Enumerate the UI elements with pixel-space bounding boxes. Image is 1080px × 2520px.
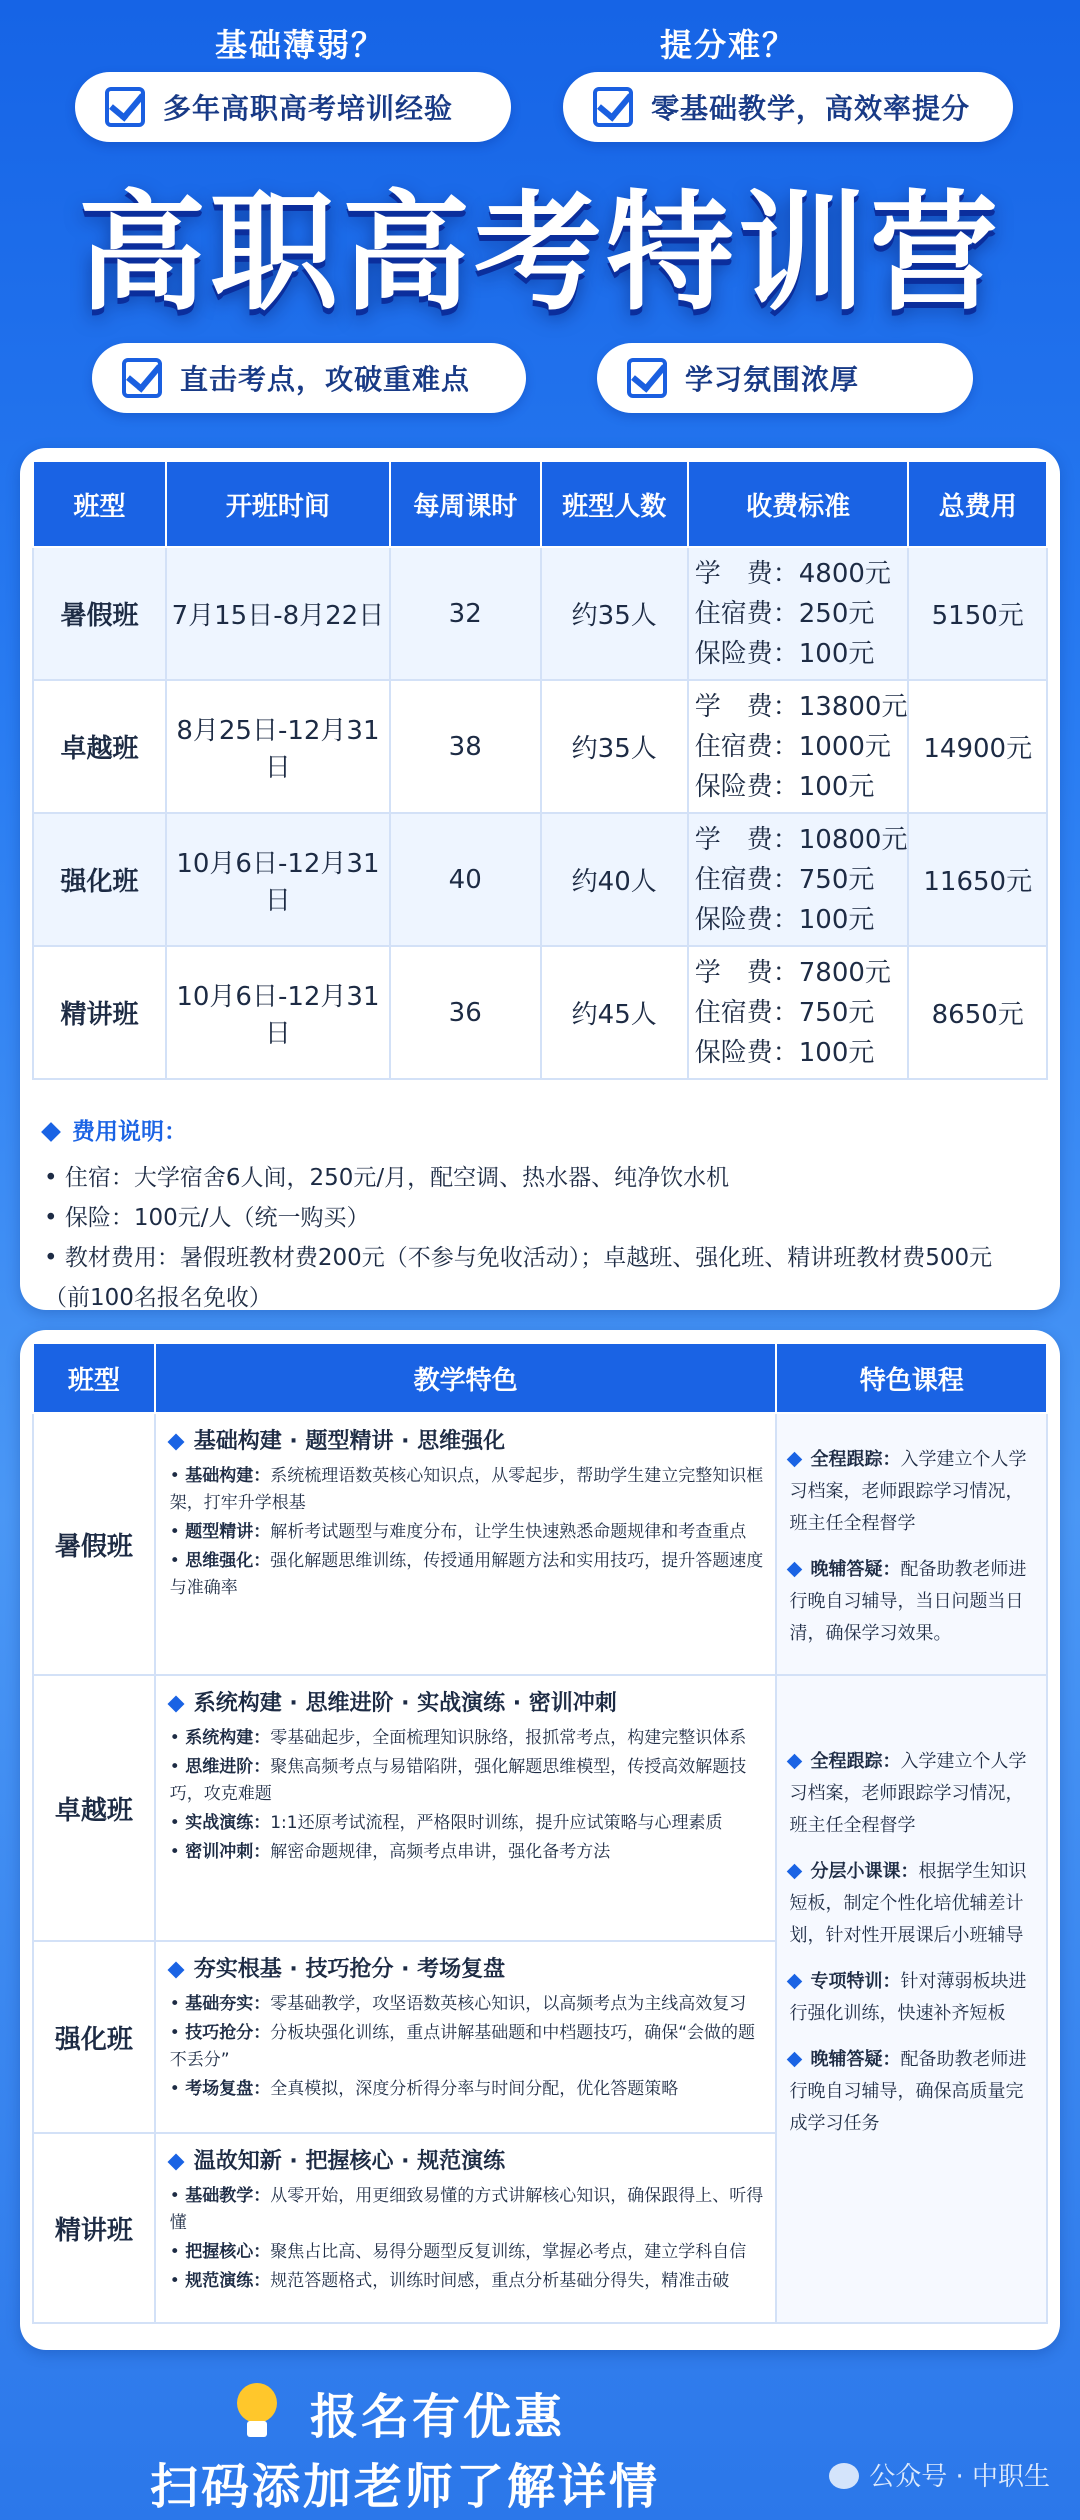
feature-value: 系统梳理语数英核心知识点，从零起步，帮助学生建立完整知识框架，打牢升学根基	[169, 1466, 764, 1513]
table-row	[33, 1413, 1047, 1675]
feature-cell	[155, 2133, 777, 2323]
feature-heading	[170, 1686, 766, 1717]
feature-item: • 考场复盘：全真模拟，深度分析得分率与时间分配，优化答题策略	[169, 2079, 679, 2099]
class-size: 约35人	[541, 680, 688, 813]
class-time: 10月6日-12月31日	[166, 946, 390, 1079]
course-value: 针对薄弱板块进行强化训练，快速补齐短板	[789, 1971, 1027, 2024]
fee-line: 保险费：100元	[694, 904, 875, 935]
cta-line: 扫码添加老师了解详情	[150, 2459, 661, 2515]
diamond-icon	[167, 1434, 184, 1451]
feature-item: • 思维进阶：聚焦高频考点与易错陷阱，强化解题思维模型，传授高效解题技巧，攻克难题	[169, 1757, 747, 1804]
table-row	[33, 813, 1047, 946]
feature-key: 密训冲刺：	[185, 1842, 271, 1862]
feature-cell	[155, 1675, 777, 1941]
feature-value: 聚焦高频考点与易错陷阱，强化解题思维模型，传授高效解题技巧，攻克难题	[169, 1757, 747, 1804]
course-key: 专项特训：	[810, 1971, 901, 1992]
course-item	[789, 1746, 1034, 1842]
header-special-courses: 特色课程	[776, 1343, 1047, 1413]
feature-item: • 基础夯实：零基础教学，攻坚语数英核心知识，以高频考点为主线高效复习	[169, 1994, 747, 2014]
course-value: 入学建立个人学习档案，老师跟踪学习情况，班主任全程督学	[789, 1751, 1027, 1836]
wechat-icon	[829, 2463, 859, 2489]
feature-value: 零基础起步，全面梳理知识脉络，报抓常考点，构建完整识体系	[270, 1728, 747, 1748]
course-value: 配备助教老师进行晚自习辅导，确保高质量完成学习任务	[789, 2049, 1027, 2134]
feature-heading	[170, 1424, 766, 1455]
fee-note: • 教材费用：暑假班教材费200元（不参与免收活动）；卓越班、强化班、精讲班教材费500元	[44, 1245, 993, 1271]
feature-item: • 基础构建：系统梳理语数英核心知识点，从零起步，帮助学生建立完整知识框架，打牢升学根基	[169, 1466, 764, 1513]
question-right: 提分难？	[660, 26, 797, 64]
diamond-icon	[787, 1864, 803, 1880]
main-title: 高职高考特训营	[77, 179, 1002, 328]
class-hours: 32	[390, 547, 541, 680]
watermark	[829, 2456, 1050, 2493]
course-value: 入学建立个人学习档案，老师跟踪学习情况，班主任全程督学	[789, 1449, 1027, 1534]
class-time: 8月25日-12月31日	[166, 680, 390, 813]
schedule-card	[20, 448, 1060, 1310]
fee-note: • 住宿：大学宿舍6人间，250元/月，配空调、热水器、纯净饮水机	[44, 1165, 730, 1191]
table-row	[33, 1675, 1047, 1941]
schedule-header-row	[33, 461, 1047, 547]
feature-value: 分板块强化训练，重点讲解基础题和中档题技巧，确保“会做的题不丢分”	[169, 2023, 756, 2070]
class-size: 约40人	[541, 813, 688, 946]
table-row	[33, 680, 1047, 813]
class-size: 约35人	[541, 547, 688, 680]
selling-point-text: 直击考点，攻破重难点	[180, 363, 471, 396]
class-fees	[688, 547, 909, 680]
feature-heading-text: 系统构建 · 思维进阶 · 实战演练 · 密训冲刺	[193, 1691, 617, 1716]
feature-key: 思维强化：	[185, 1551, 271, 1571]
fee-notes-title: 费用说明：	[72, 1119, 187, 1145]
feature-item: • 技巧抢分：分板块强化训练，重点讲解基础题和中档题技巧，确保“会做的题不丢分”	[169, 2023, 756, 2070]
course-cell	[776, 1413, 1047, 1675]
feature-item: • 实战演练：1:1还原考试流程，严格限时训练，提升应试策略与心理素质	[169, 1813, 723, 1833]
class-hours: 38	[390, 680, 541, 813]
diamond-icon	[41, 1122, 61, 1142]
watermark-text: 公众号 · 中职生	[869, 2462, 1050, 2492]
feature-item: • 密训冲刺：解密命题规律，高频考点串讲，强化备考方法	[169, 1842, 611, 1862]
feature-item: • 规范演练：规范答题格式，训练时间感，重点分析基础分得失，精准击破	[169, 2271, 730, 2291]
feature-key: 实战演练：	[185, 1813, 271, 1833]
class-name: 暑假班	[33, 547, 166, 680]
header-start-time: 开班时间	[166, 461, 390, 547]
header-class-size: 班型人数	[541, 461, 688, 547]
selling-point-pill	[92, 343, 526, 413]
diamond-icon	[787, 1754, 803, 1770]
fee-notes	[44, 1113, 1044, 1318]
feature-key: 考场复盘：	[185, 2079, 271, 2099]
feature-key: 题型精讲：	[185, 1522, 271, 1542]
selling-point-text: 零基础教学，高效率提分	[651, 92, 971, 125]
class-fees	[688, 680, 909, 813]
class-size: 约45人	[541, 946, 688, 1079]
checkbox-icon	[627, 358, 667, 398]
promo-line: 报名有优惠	[310, 2389, 566, 2445]
diamond-icon	[167, 2154, 184, 2171]
checkbox-icon	[105, 87, 145, 127]
fee-line: 住宿费：750元	[694, 864, 875, 895]
diamond-icon	[787, 1562, 803, 1578]
feature-item: • 把握核心：聚焦占比高、易得分题型反复训练，掌握必考点，建立学科自信	[169, 2242, 747, 2262]
class-time: 7月15日-8月22日	[166, 547, 390, 680]
table-row	[33, 946, 1047, 1079]
selling-point-text: 多年高职高考培训经验	[163, 92, 454, 125]
course-item	[789, 1444, 1034, 1540]
course-item	[789, 1856, 1034, 1952]
class-hours: 40	[390, 813, 541, 946]
class-name: 精讲班	[33, 946, 166, 1079]
checkbox-icon	[122, 358, 162, 398]
feature-value: 解析考试题型与难度分布，让学生快速熟悉命题规律和考查重点	[270, 1522, 747, 1542]
fee-notes-heading	[44, 1113, 1044, 1146]
lightbulb-icon	[232, 2375, 282, 2445]
features-header-row	[33, 1343, 1047, 1413]
course-item	[789, 1966, 1034, 2030]
fee-line: 学 费：4800元	[694, 558, 891, 589]
course-key: 分层小课课：	[810, 1861, 919, 1882]
course-value: 配备助教老师进行晚自习辅导，当日问题当日清，确保学习效果。	[789, 1559, 1027, 1644]
feature-key: 基础构建：	[185, 1466, 271, 1486]
course-cell	[776, 1675, 1047, 2323]
diamond-icon	[167, 1962, 184, 1979]
feature-item: • 系统构建：零基础起步，全面梳理知识脉络，报抓常考点，构建完整识体系	[169, 1728, 747, 1748]
fee-line: 学 费：7800元	[694, 957, 891, 988]
feature-key: 思维进阶：	[185, 1757, 271, 1777]
class-name: 暑假班	[33, 1413, 155, 1675]
feature-value: 从零开始，用更细致易懂的方式讲解核心知识，确保跟得上、听得懂	[169, 2186, 764, 2233]
class-fees	[688, 813, 909, 946]
feature-value: 全真模拟，深度分析得分率与时间分配，优化答题策略	[270, 2079, 679, 2099]
class-name: 卓越班	[33, 680, 166, 813]
feature-cell	[155, 1413, 777, 1675]
fee-line: 住宿费：750元	[694, 997, 875, 1028]
feature-cell	[155, 1941, 777, 2133]
course-key: 晚辅答疑：	[810, 1559, 901, 1580]
course-key: 全程跟踪：	[810, 1449, 901, 1470]
feature-value: 解密命题规律，高频考点串讲，强化备考方法	[270, 1842, 611, 1862]
header-weekly-hours: 每周课时	[390, 461, 541, 547]
question-left: 基础薄弱？	[215, 26, 386, 64]
class-name: 卓越班	[33, 1675, 155, 1941]
feature-key: 基础夯实：	[185, 1994, 271, 2014]
feature-value: 强化解题思维训练，传授通用解题方法和实用技巧，提升答题速度与准确率	[169, 1551, 764, 1598]
header-fee-standard: 收费标准	[688, 461, 909, 547]
class-total: 5150元	[908, 547, 1047, 680]
fee-line: 学 费：13800元	[694, 691, 908, 722]
class-total: 14900元	[908, 680, 1047, 813]
feature-value: 零基础教学，攻坚语数英核心知识，以高频考点为主线高效复习	[270, 1994, 747, 2014]
header-class: 班型	[33, 461, 166, 547]
features-card	[20, 1330, 1060, 2350]
selling-point-pill	[75, 72, 511, 142]
course-value: 根据学生知识短板，制定个性化培优辅差计划，针对性开展课后小班辅导	[789, 1861, 1027, 1946]
schedule-table	[32, 460, 1048, 1080]
diamond-icon	[787, 1452, 803, 1468]
feature-key: 规范演练：	[185, 2271, 271, 2291]
checkbox-icon	[593, 87, 633, 127]
diamond-icon	[167, 1696, 184, 1713]
feature-item: • 思维强化：强化解题思维训练，传授通用解题方法和实用技巧，提升答题速度与准确率	[169, 1551, 764, 1598]
feature-heading-text: 温故知新 · 把握核心 · 规范演练	[193, 2149, 506, 2174]
hero-banner	[0, 0, 1080, 440]
selling-point-pill	[597, 343, 973, 413]
fee-line: 保险费：100元	[694, 638, 875, 669]
fee-line: 保险费：100元	[694, 771, 875, 802]
feature-value: 规范答题格式，训练时间感，重点分析基础分得失，精准击破	[270, 2271, 730, 2291]
class-total: 11650元	[908, 813, 1047, 946]
fee-line: 住宿费：1000元	[694, 731, 891, 762]
table-row	[33, 547, 1047, 680]
feature-heading	[170, 1952, 766, 1983]
feature-key: 系统构建：	[185, 1728, 271, 1748]
diamond-icon	[787, 1974, 803, 1990]
header-teaching-features: 教学特色	[155, 1343, 777, 1413]
footer-banner	[0, 2360, 1080, 2520]
fee-line: 学 费：10800元	[694, 824, 908, 855]
feature-value: 1:1还原考试流程，严格限时训练，提升应试策略与心理素质	[270, 1813, 723, 1833]
class-hours: 36	[390, 946, 541, 1079]
diamond-icon	[787, 2052, 803, 2068]
feature-key: 基础教学：	[185, 2186, 271, 2206]
feature-value: 聚焦占比高、易得分题型反复训练，掌握必考点，建立学科自信	[270, 2242, 747, 2262]
course-item	[789, 2044, 1034, 2140]
class-name: 强化班	[33, 813, 166, 946]
feature-heading-text: 基础构建 · 题型精讲 · 思维强化	[193, 1429, 506, 1454]
selling-point-pill	[563, 72, 1013, 142]
feature-item: • 基础教学：从零开始，用更细致易懂的方式讲解核心知识，确保跟得上、听得懂	[169, 2186, 764, 2233]
feature-key: 技巧抢分：	[185, 2023, 271, 2043]
class-time: 10月6日-12月31日	[166, 813, 390, 946]
class-name: 精讲班	[33, 2133, 155, 2323]
feature-item: • 题型精讲：解析考试题型与难度分布，让学生快速熟悉命题规律和考查重点	[169, 1522, 747, 1542]
header-total: 总费用	[908, 461, 1047, 547]
selling-point-text: 学习氛围浓厚	[685, 363, 860, 396]
feature-heading	[170, 2144, 766, 2175]
fee-note: （前100名报名免收）	[44, 1285, 272, 1311]
class-name: 强化班	[33, 1941, 155, 2133]
class-total: 8650元	[908, 946, 1047, 1079]
feature-heading-text: 夯实根基 · 技巧抢分 · 考场复盘	[193, 1957, 506, 1982]
fee-line: 保险费：100元	[694, 1037, 875, 1068]
class-fees	[688, 946, 909, 1079]
course-item	[789, 1554, 1034, 1650]
header-class: 班型	[33, 1343, 155, 1413]
feature-key: 把握核心：	[185, 2242, 271, 2262]
fee-note: • 保险：100元/人（统一购买）	[44, 1205, 370, 1231]
course-key: 晚辅答疑：	[810, 2049, 901, 2070]
fee-line: 住宿费：250元	[694, 598, 875, 629]
features-table	[32, 1342, 1048, 2324]
course-key: 全程跟踪：	[810, 1751, 901, 1772]
